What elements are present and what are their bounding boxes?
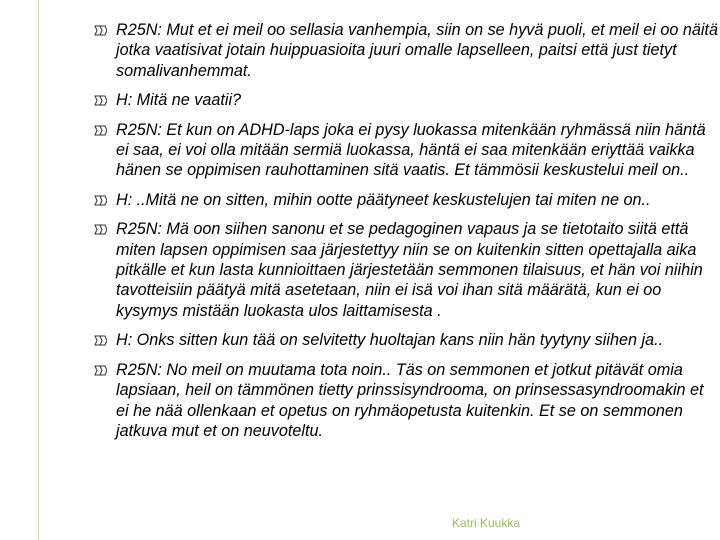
bullet-item — [94, 360, 720, 442]
bullet-item — [94, 20, 720, 81]
bullet-text: R25N: No meil on muutama tota noin.. Täs on semmonen et jotkut pitävät omia lapsiaan, heil on tämmönen tietty prinssisyndrooma, on prinsessasyndroomakin et ei he nää ollenkaan et opetus on ryhmäopetusta kuitenkin. Et se on semmonen jatkuva mut et on neuvoteltu. — [116, 360, 704, 440]
bullet-icon — [94, 25, 107, 36]
bullet-icon — [94, 365, 107, 376]
footer-author: Katri Kuukka — [452, 516, 521, 530]
bullet-text: R25N: Mut et ei meil oo sellasia vanhempia, siin on se hyvä puoli, et meil ei oo näitä jotka vaatisivat jotain huippuasioita juuri omalle lapselleen, paitsi että just tietyt somalivanhemmat. — [116, 21, 718, 80]
decorative-line — [38, 0, 39, 540]
bullet-text: H: ..Mitä ne on sitten, mihin ootte päätyneet keskustelujen tai miten ne on.. — [116, 190, 651, 209]
bullet-item — [94, 90, 720, 110]
bullet-icon — [94, 335, 107, 346]
bullet-icon — [94, 224, 107, 235]
bullet-text: R25N: Mä oon siihen sanonu et se pedagoginen vapaus ja se tietotaito siitä että miten lapsen oppimisen saa järjestettyy niin se on kuitenkin sitten opettajalla aika pitkälle et kun lasta kunnioittaen järjestetään semmonen tilaisuus, et hän voi niihin tavotteisiin päätyä mitä asetetaan, niin ei isä voi ihan sitä määrätä, kun ei oo kysymys mistään luokasta ulos laittamisesta . — [116, 220, 703, 320]
bullet-item — [94, 330, 720, 350]
bullet-list — [94, 20, 720, 450]
bullet-text: H: Onks sitten kun tää on selvitetty huoltajan kans niin hän tyytyny siihen ja.. — [116, 331, 664, 350]
bullet-icon — [94, 125, 107, 136]
bullet-text: H: Mitä ne vaatii? — [116, 91, 242, 110]
bullet-item — [94, 190, 720, 210]
bullet-icon — [94, 95, 107, 106]
bullet-item — [94, 219, 720, 321]
bullet-item — [94, 120, 720, 181]
bullet-icon — [94, 195, 107, 206]
bullet-text: R25N: Et kun on ADHD-laps joka ei pysy luokassa mitenkään ryhmässä niin häntä ei saa, ei voi olla mitään sermiä luokassa, häntä ei saa mitenkään eriyttää vaikka hänen se oppimisen rauhottaminen sitä vaatis. Et tämmösii keskustelui meil on.. — [116, 120, 706, 180]
